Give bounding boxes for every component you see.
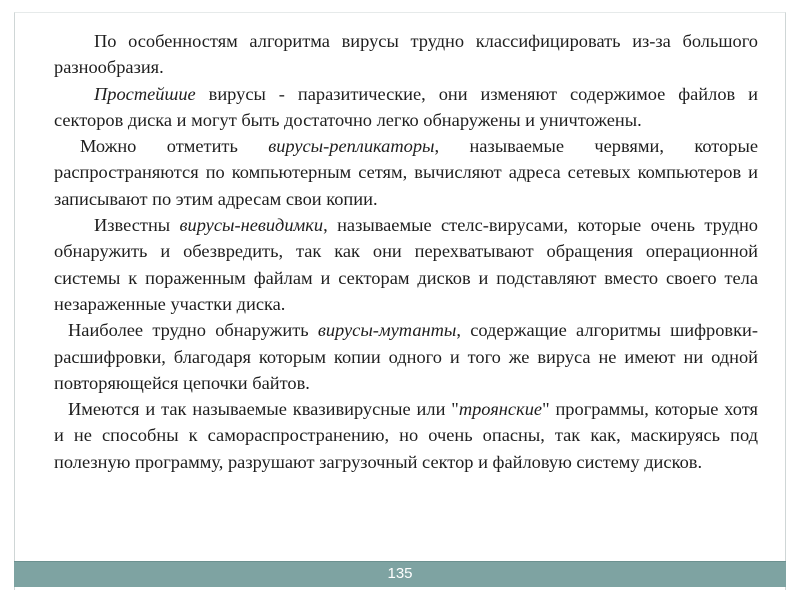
footer-bar xyxy=(14,561,786,587)
page-number: 135 xyxy=(387,565,413,582)
term-stealth: вирусы-невидимки xyxy=(179,215,324,236)
term-replicators: вирусы-репликаторы xyxy=(268,136,435,157)
paragraph-simplest-viruses xyxy=(54,81,758,134)
term-mutants: вирусы-мутанты xyxy=(317,320,457,341)
term-simplest: Простейшие xyxy=(94,83,196,104)
paragraph-text: " программы, которые хотя и не способны к самораспространению, но очень опасны, так как, маскируясь под полезную программу, разрушают загрузочный сектор и файловую систему дисков. xyxy=(54,399,758,472)
paragraph-text: вирусы - паразитические, они изменяют содержимое файлов и секторов диска и могут быть достаточно легко обнаружены и уничтожены. xyxy=(54,83,758,130)
paragraph-trojans xyxy=(54,396,758,475)
paragraph-stealth xyxy=(54,212,758,317)
paragraph-text: Наиболее трудно обнаружить xyxy=(68,320,318,341)
paragraph-text: Имеются и так называемые квазивирусные или " xyxy=(68,399,459,420)
paragraph-replicators xyxy=(54,133,758,212)
paragraph-text: По особенностям алгоритма вирусы трудно классифицировать из-за большого разнообразия. xyxy=(54,31,758,78)
term-trojans: троянские xyxy=(458,399,543,420)
paragraph-text: , называемые червями, которые распространяются по компьютерным сетям, вычисляют адреса сетевых компьютеров и записывают по этим адресам свои копии. xyxy=(54,136,758,209)
paragraph-classification xyxy=(54,28,758,81)
paragraph-mutants xyxy=(54,317,758,396)
paragraph-text: Можно отметить xyxy=(80,136,269,157)
document-text xyxy=(54,28,758,475)
paragraph-text: , называемые стелс-вирусами, которые очень трудно обнаружить и обезвредить, так как они перехватывают обращения операционной системы к пораженным файлам и секторам дисков и подставляют вместо своего тела незараженные участки диска. xyxy=(54,215,758,314)
paragraph-text: , содержащие алгоритмы шифровки-расшифровки, благодаря которым копии одного и того же вируса не имеют ни одной повторяющейся цепочки байтов. xyxy=(54,320,758,393)
paragraph-text: Известны xyxy=(94,215,180,236)
